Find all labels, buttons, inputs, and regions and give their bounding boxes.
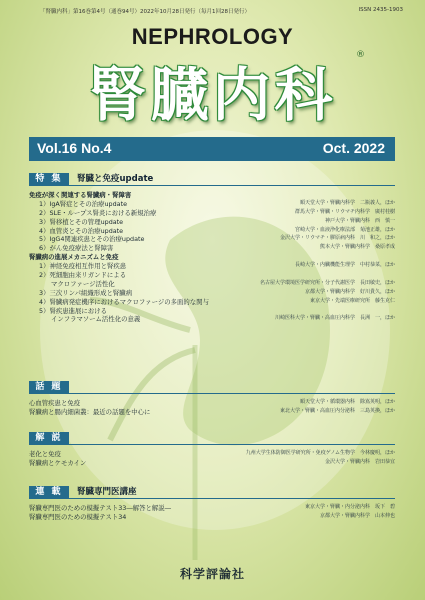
article-title: 3）腎移植とその管理update — [39, 217, 124, 226]
article-authors: 長崎大学・内臓機能生理学 中村恭菜，ほか — [294, 262, 395, 269]
article-row — [29, 314, 395, 323]
article-authors: 順天堂大学・腎臓内科学 二瓶義人，ほか — [299, 199, 395, 206]
article-title: 腎臓病の進展メカニズムと免疫 — [29, 253, 119, 262]
article-authors: 川崎医科大学・腎臓・高血圧内科学 長洲 一，ほか — [274, 315, 395, 322]
article-authors: 神戸大学・腎臓内科 西 慎一 — [324, 217, 395, 224]
section-header — [29, 173, 395, 186]
article-title: 腎臓病とケモカイン — [29, 458, 87, 467]
article-title: 2）死細胞由来リガンドによる — [39, 271, 127, 280]
article-row — [29, 243, 395, 252]
section-header — [29, 486, 395, 499]
article-title: 5）腎疾患進展における — [39, 306, 107, 315]
article-authors: 京都大学・腎臓内科学 好川貴久，ほか — [304, 288, 395, 295]
article-authors: 東京大学・腎臓・内分泌内科 坂下 碧 — [304, 504, 395, 510]
article-authors: 金沢大学・リウマチ・膠原病内科 川 和之，ほか — [279, 235, 395, 242]
article-list — [29, 398, 395, 416]
commentary-section — [29, 432, 395, 467]
title-japanese: 腎臓内科 — [88, 61, 337, 129]
article-authors: 宮崎大学・血液浄化療法部 菊池正雄，ほか — [294, 226, 395, 233]
section-title: 腎臓専門医講座 — [77, 487, 137, 497]
article-title: 腎臓専門医のための模擬テスト34 — [29, 512, 127, 521]
article-title: 心血管疾患と免疫 — [29, 399, 81, 407]
section-header — [29, 432, 395, 445]
article-row — [29, 297, 395, 306]
article-row — [29, 288, 395, 297]
article-row — [29, 270, 395, 279]
article-authors: 金沢大学・腎臓内科 岩田恭宜 — [324, 458, 395, 465]
section-title: 腎臓と免疫update — [77, 174, 154, 184]
article-authors: 九州大学生体防御医学研究所・免疫ゲノム生物学 今林慶明，ほか — [245, 450, 395, 456]
article-list — [29, 190, 395, 323]
article-title: インフラマソーム活性化の意義 — [51, 315, 141, 324]
article-row — [29, 279, 395, 288]
section-tag: 話 題 — [29, 381, 69, 394]
article-list — [29, 449, 395, 467]
volume-band — [29, 137, 395, 161]
topics-section — [29, 381, 395, 416]
article-title: 5）IgG4関連疾患とその治療update — [39, 235, 145, 244]
article-title: マクロファージ活性化 — [51, 279, 115, 288]
article-row — [29, 449, 395, 458]
article-title: 腎臓病と腸内細菌叢：最近の話題を中心に — [29, 407, 151, 416]
article-title: 6）がん免疫療法と腎障害 — [39, 244, 114, 253]
article-title: 3）三次リンパ組織形成と腎臓病 — [39, 288, 133, 297]
issue-header-line — [0, 6, 425, 16]
article-row — [29, 503, 395, 512]
section-tag: 解 説 — [29, 432, 69, 445]
article-authors: 東北大学・腎臓・高血圧内分泌科 三島英換，ほか — [279, 407, 395, 414]
publisher-name: 科学評論社 — [179, 567, 245, 581]
article-authors: 東京大学・先端医療研究所 藤生克仁 — [309, 297, 395, 304]
article-title: 1）IgA腎症とその治療update — [39, 199, 128, 208]
article-row — [29, 199, 395, 208]
article-list — [29, 503, 395, 521]
article-title: 1）神経免疫相互作用と腎疾患 — [39, 262, 127, 271]
section-tag: 特 集 — [29, 173, 69, 186]
issue-info: 「腎臓内科」第16巻第4号（通巻94号）2022年10月28日発行（毎月1回28日発行） — [40, 9, 250, 15]
article-authors: 熊本大学・腎臓内科学 桑原孝成 — [319, 244, 395, 251]
article-title: 2）SLE・ループス腎炎における新規治療 — [39, 208, 157, 217]
article-row — [29, 261, 395, 270]
article-row — [29, 217, 395, 226]
title-english: NEPHROLOGY — [131, 24, 294, 49]
article-row — [29, 208, 395, 217]
section-tag: 連 載 — [29, 486, 69, 499]
article-title: 免疫が深く関連する腎臓病・腎障害 — [29, 191, 132, 199]
article-title: 4）腎臓病発症機序におけるマクロファージの多面的な関与 — [39, 297, 209, 306]
article-row — [29, 398, 395, 407]
volume-number: Vol.16 No.4 — [37, 140, 112, 156]
article-row — [29, 512, 395, 521]
article-title: 4）血管炎とその治療update — [39, 226, 124, 235]
series-section — [29, 486, 395, 521]
article-row — [29, 306, 395, 315]
article-row — [29, 407, 395, 416]
article-authors: 群馬大学・腎臓・リウマチ内科学 廣村桂樹 — [294, 208, 395, 215]
special-feature-section — [29, 173, 395, 323]
article-authors: 京都大学・腎臓内科学 山本伸也 — [319, 512, 395, 519]
issn: ISSN 2435-1903 — [358, 7, 403, 13]
article-group-heading — [29, 190, 395, 199]
article-authors: 名古屋大学環境医学研究所・分子代謝医学 長田敏史，ほか — [259, 279, 395, 286]
registered-mark: ® — [356, 50, 365, 60]
article-title: 腎臓専門医のための模擬テスト33―解答と解説― — [29, 504, 172, 512]
article-group-heading — [29, 252, 395, 261]
issue-date: Oct. 2022 — [322, 140, 385, 156]
article-authors: 順天堂大学・循環器内科 除嶌英明，ほか — [299, 399, 395, 405]
article-row — [29, 226, 395, 235]
article-title: 老化と免疫 — [29, 450, 61, 458]
article-row — [29, 234, 395, 243]
section-header — [29, 381, 395, 394]
article-row — [29, 458, 395, 467]
